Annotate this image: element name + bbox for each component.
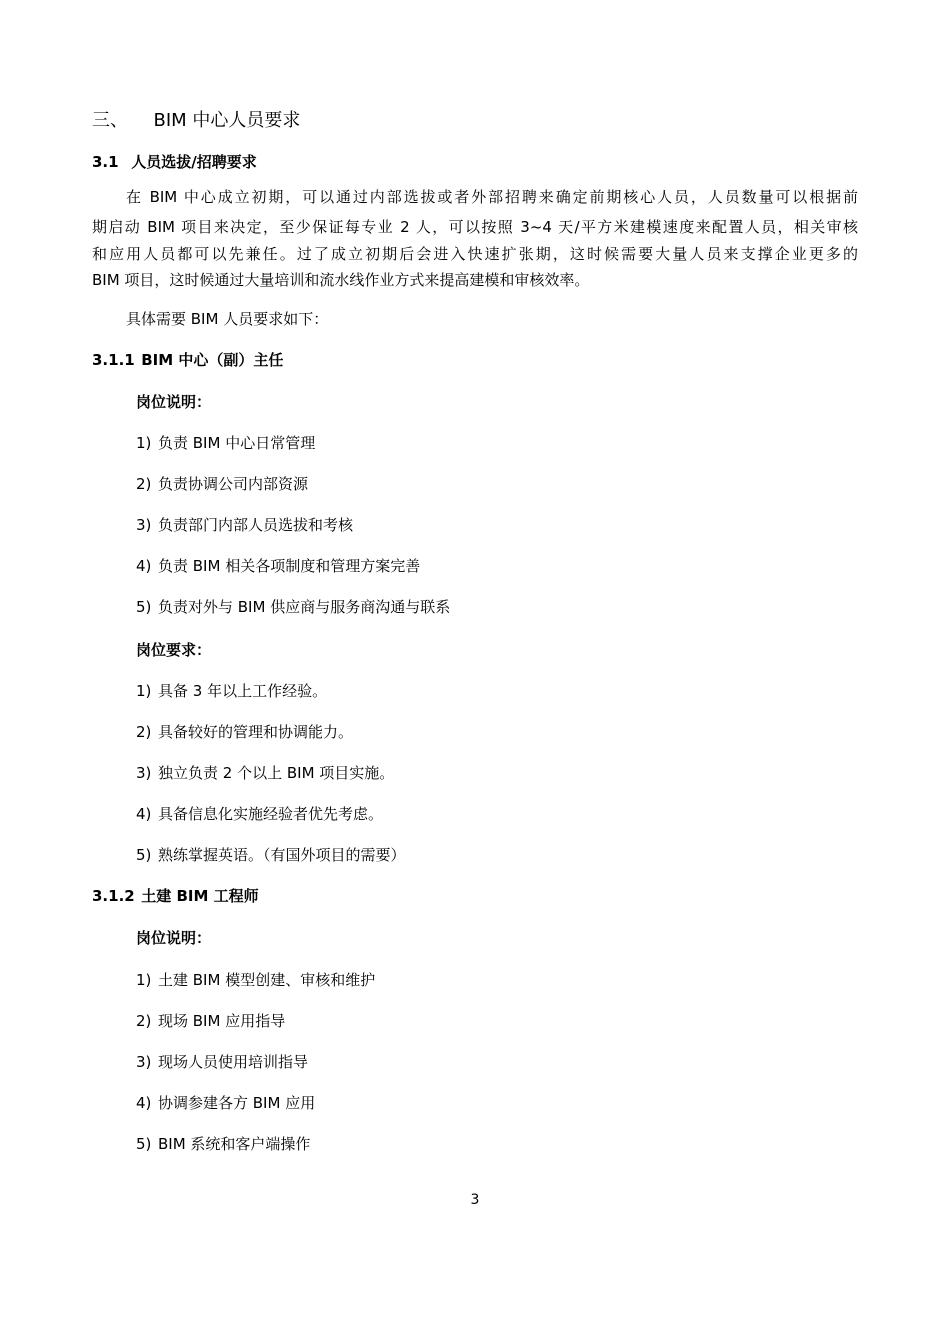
list-item: 1) 土建 BIM 模型创建、审核和维护 [136,971,376,989]
section-number: 3.1 [92,153,119,171]
requirements-label: 岗位要求： [136,641,212,659]
paragraph-line: BIM 项目，这时候通过大量培训和流水线作业方式来提高建模和审核效率。 [92,271,590,289]
list-item: 1) 负责 BIM 中心日常管理 [136,434,316,452]
list-item: 2) 负责协调公司内部资源 [136,475,309,493]
section-title: 人员选拔/招聘要求 [131,153,257,171]
list-item: 5) 负责对外与 BIM 供应商与服务商沟通与联系 [136,598,451,616]
section-title: BIM 中心（副）主任 [141,351,284,369]
section-number: 3.1.1 [92,351,135,369]
chapter-number: 三、 [92,110,128,131]
duties-label: 岗位说明： [136,393,212,411]
duties-label: 岗位说明： [136,929,212,947]
list-item: 5) 熟练掌握英语。（有国外项目的需要） [136,846,406,864]
list-item: 5) BIM 系统和客户端操作 [136,1135,311,1153]
section-number: 3.1.2 [92,887,135,905]
section-heading-3-1 [92,152,257,172]
list-item: 2) 现场 BIM 应用指导 [136,1012,286,1030]
section-title: 土建 BIM 工程师 [141,887,259,905]
list-item: 4) 具备信息化实施经验者优先考虑。 [136,805,384,823]
chapter-heading [92,109,300,133]
paragraph-line: 在 BIM 中心成立初期，可以通过内部选拔或者外部招聘来确定前期核心人员，人员数量可以根据前 [126,188,858,206]
section-heading-3-1-1 [92,350,283,370]
paragraph-line: 和应用人员都可以先兼任。过了成立初期后会进入快速扩张期，这时候需要大量人员来支撑企业更多的 [92,245,858,263]
chapter-title: BIM 中心人员要求 [153,110,301,131]
list-item: 3) 现场人员使用培训指导 [136,1053,309,1071]
list-item: 2) 具备较好的管理和协调能力。 [136,723,354,741]
intro-text: 具体需要 BIM 人员要求如下： [126,310,329,328]
list-item: 1) 具备 3 年以上工作经验。 [136,682,328,700]
list-item: 3) 独立负责 2 个以上 BIM 项目实施。 [136,764,395,782]
list-item: 4) 负责 BIM 相关各项制度和管理方案完善 [136,557,421,575]
section-heading-3-1-2 [92,886,259,906]
list-item: 4) 协调参建各方 BIM 应用 [136,1094,316,1112]
list-item: 3) 负责部门内部人员选拔和考核 [136,516,354,534]
page-number: 3 [470,1192,480,1208]
paragraph-line: 期启动 BIM 项目来决定，至少保证每专业 2 人，可以按照 3~4 天/平方米建模速度来配置人员，相关审核 [92,218,858,236]
